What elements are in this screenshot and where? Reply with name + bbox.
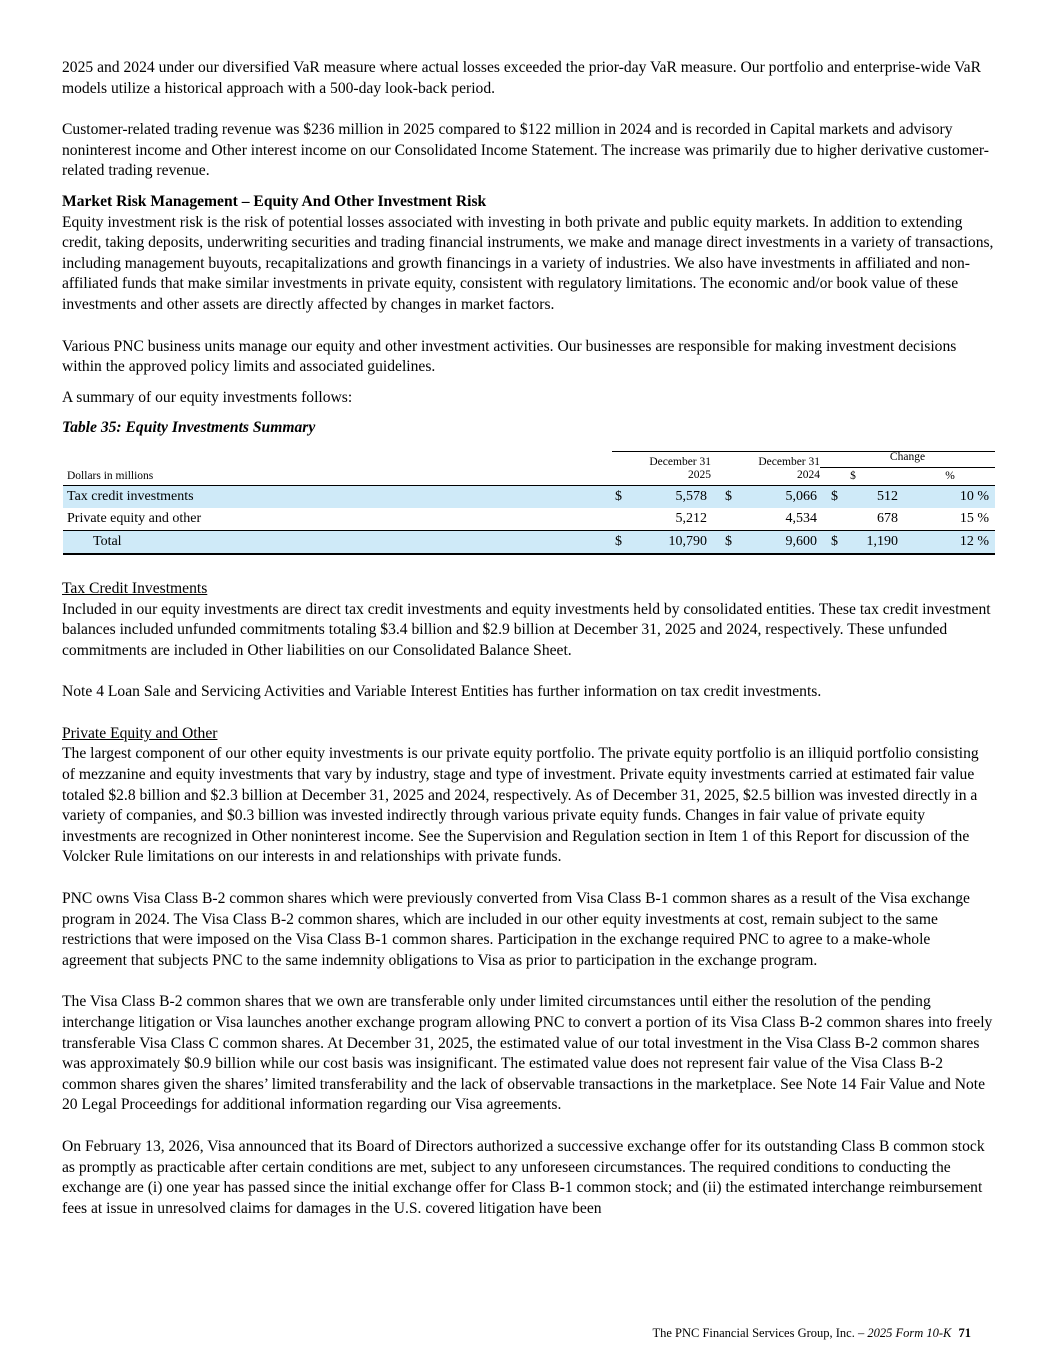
paragraph-visa-b2: PNC owns Visa Class B-2 common shares which were previously converted from Visa Class B-1 common shares as a result of the Visa exchange program in 2024. The Visa Class B-2 common shares, which are included in our other equity investments at cost, remain subject to the same restrictions that were imposed on the Visa Class B-1 common shares. Participation in the exchange required PNC to agree to a make-whole agreement that subjects PNC to the same indemnity obligations to Visa as prior to participation in the exchange program. [62,890,970,969]
document-page [62,58,995,1219]
column-header-change-dollars: $ [850,469,856,482]
dollars-in-millions-label: Dollars in millions [67,469,154,482]
table-row-total: Total $ 10,790 $ 9,600 $ 1,190 12 % [63,531,995,553]
paragraph-business-units: Various PNC business units manage our equity and other investment activities. Our businesses are responsible for making investment decisions within the approved policy limits and associated guidelines. [62,337,957,376]
footer-form: 2025 Form 10-K [867,1326,952,1340]
column-header-change-percent: % [945,469,955,482]
paragraph-tax-credit: Included in our equity investments are direct tax credit investments and equity investments held by consolidated entities. These tax credit investment balances included unfunded commitments totaling $3.4 billion and $2.9 billion at December 31, 2025 and 2024, respectively. These unfunded commitments are included in Other liabilities on our Consolidated Balance Sheet. [62,600,991,659]
page-footer [652,1326,971,1341]
paragraph-visa-exchange-offer: On February 13, 2026, Visa announced that its Board of Directors authorized a successive exchange offer for its outstanding Class B common stock as promptly as practicable after certain conditions are met, subject to any unforeseen circumstances. The required conditions to conducting the exchange are (i) one year has passed since the initial exchange offer for Class B-1 common stock; and (ii) the estimated interchange reimbursement fees at issue in unresolved claims for damages in the U.S. covered litigation have been [62,1137,985,1217]
paragraph-equity-investment-risk: Equity investment risk is the risk of potential losses associated with investing in both private and public equity markets. In addition to extending credit, taking deposits, underwriting securities and trading financial instruments, we make and manage direct investments in a variety of transactions, including management buyouts, recapitalizations and growth financings in a variety of industries. We also have investments in affiliated and non-affiliated funds that make similar investments in private equity, consistent with regulatory limitations. The economic and/or book value of these investments and other assets are directly affected by changes in market factors. [62,213,994,313]
page-number: 71 [958,1326,971,1340]
table-header [63,451,995,485]
paragraph-summary-intro: A summary of our equity investments follows: [62,388,353,406]
table-row: Private equity and other 5,212 4,534 678 15 % [67,510,989,526]
column-header-change: Change [889,450,926,463]
column-header-2024: December 31 2024 [758,455,820,481]
column-header-2025: December 31 2025 [649,455,711,481]
table-title: Table 35: Equity Investments Summary [62,419,316,437]
equity-investments-table [63,451,995,555]
subheading-private-equity: Private Equity and Other [62,724,218,742]
section-heading-equity-risk: Market Risk Management – Equity And Other Investment Risk [62,192,487,210]
table-row: Tax credit investments $ 5,578 $ 5,066 $ 512 10 % [63,486,995,508]
paragraph-visa-transferable: The Visa Class B-2 common shares that we own are transferable only under limited circumstances until either the resolution of the pending interchange litigation or Visa launches another exchange program allowing PNC to convert a portion of its Visa Class B-2 common shares into freely transferable Visa Class C common shares. At December 31, 2025, the estimated value of our total investment in the Visa Class B-2 common shares was approximately $0.9 billion while our cost basis was insignificant. The estimated value does not represent fair value of the Visa Class B-2 common shares given the shares’ limited transferability and the lack of observable transactions in the marketplace. See Note 14 Fair Value and Note 20 Legal Proceedings for additional information regarding our Visa agreements. [62,993,993,1114]
paragraph-private-equity: The largest component of our other equity investments is our private equity portfolio. The private equity portfolio is an illiquid portfolio consisting of mezzanine and equity investments that vary by industry, stage and type of investment. Private equity investments carried at estimated fair value totaled $2.8 billion and $2.3 billion at December 31, 2025 and 2024, respectively. As of December 31, 2025, $2.5 billion was invested directly in a variety of companies, and $0.3 billion was invested indirectly through various private equity funds. Changes in fair value of private equity investments are recognized in Other noninterest income. See the Supervision and Regulation section in Item 1 of this Report for discussion of the Volcker Rule limitations on our interests in and relationships with private funds. [62,745,979,866]
subheading-tax-credit: Tax Credit Investments [62,579,208,597]
paragraph-note-4: Note 4 Loan Sale and Servicing Activities and Variable Interest Entities has further information on tax credit investments. [62,683,822,701]
paragraph-customer-trading-revenue: Customer-related trading revenue was $236 million in 2025 compared to $122 million in 2024 and is recorded in Capital markets and advisory noninterest income and Other interest income on our Consolidated Income Statement. The increase was primarily due to higher derivative customer-related trading revenue. [62,121,989,180]
paragraph-var-backtesting: 2025 and 2024 under our diversified VaR measure where actual losses exceeded the prior-day VaR measure. Our portfolio and enterprise-wide VaR models utilize a historical approach with a 500-day look-back period. [62,59,982,97]
footer-company: The PNC Financial Services Group, Inc. – [652,1326,865,1340]
